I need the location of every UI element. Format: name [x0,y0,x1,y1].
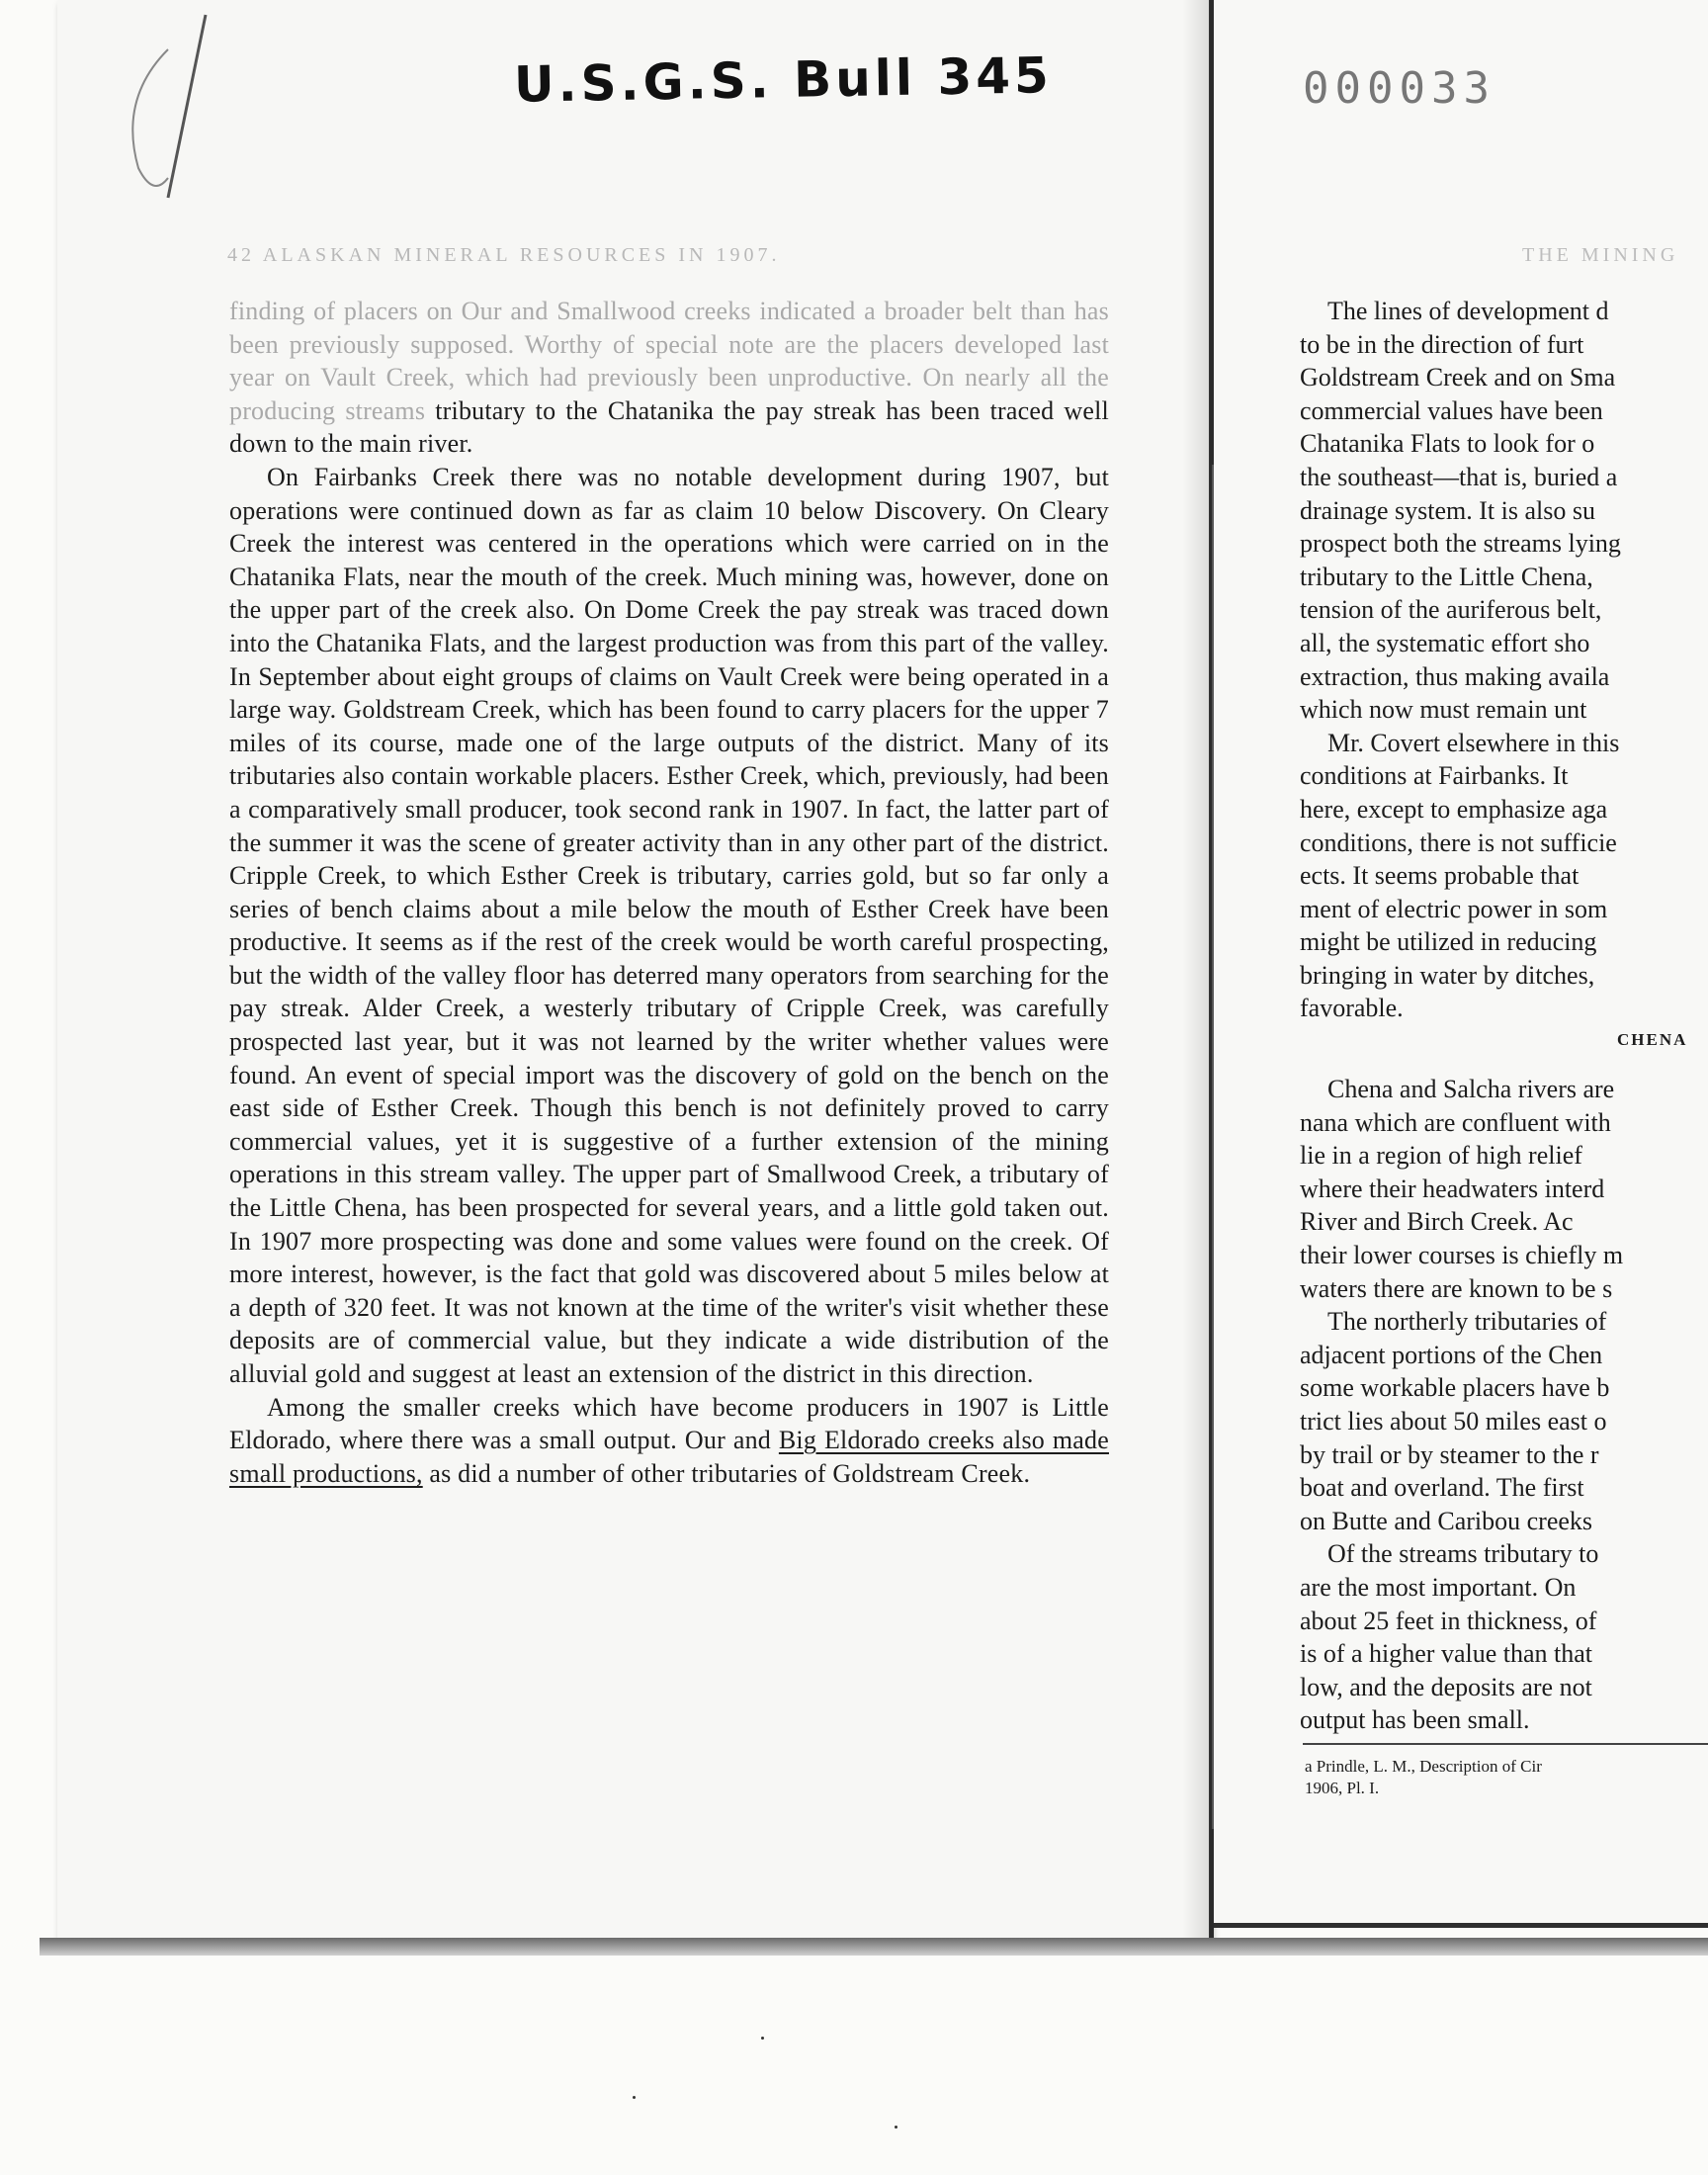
text-line: where their headwaters interd [1300,1174,1605,1203]
text-line: on Butte and Caribou creeks [1300,1506,1593,1535]
paragraph-smaller-creeks [229,1391,1109,1491]
page-bottom-edge [40,1938,1708,1956]
footnote [1305,1756,1708,1799]
text-line: Chatanika Flats to look for o [1300,429,1595,459]
text-line: extraction, thus making availa [1300,661,1610,691]
footnote-rule [1303,1743,1708,1745]
text-line: to be in the direction of furt [1300,329,1584,359]
pencil-stroke-mark [99,10,217,208]
text-line: conditions, there is not sufficie [1300,827,1617,857]
text-line: ects. It seems probable that [1300,861,1580,891]
text-line: which now must remain unt [1300,695,1587,725]
text-line: boat and overland. The first [1300,1473,1584,1503]
text-line: low, and the deposits are not [1300,1672,1592,1701]
paragraph-text: as did a number of other tributaries of Goldstream Creek. [422,1458,1031,1488]
text-line: lie in a region of high relief [1300,1141,1582,1171]
text-line: is of a higher value than that [1300,1639,1593,1669]
text-line: about 25 feet in thickness, of [1300,1606,1597,1635]
handwritten-underline: Big Eldorado creeks also made small productions, [229,1426,1109,1488]
text-line: adjacent portions of the Chen [1300,1340,1603,1369]
text-line: drainage system. It is also su [1300,495,1595,525]
section-heading-chena: CHENA [1617,1030,1688,1049]
text-line: Goldstream Creek and on Sma [1300,363,1616,392]
text-line: tension of the auriferous belt, [1300,595,1602,625]
paragraph-text: Among the smaller creeks which have become producers in 1907 is Little Eldorado, where there was a small output. Our and [229,1392,1109,1455]
right-running-head: THE MINING [1522,244,1679,266]
text-line: prospect both the streams lying [1300,529,1621,559]
document-stamp-number: 000033 [1303,63,1495,114]
text-line: River and Birch Creek. Ac [1300,1207,1574,1237]
text-line: The lines of development d [1327,297,1609,325]
footnote-line: 1906, Pl. I. [1305,1779,1380,1797]
text-line: nana which are confluent with [1300,1107,1611,1137]
text-line: output has been small. [1300,1705,1530,1735]
text-line: favorable. [1300,994,1404,1023]
text-line: some workable placers have b [1300,1373,1610,1403]
text-line: all, the systematic effort sho [1300,628,1590,657]
scan-speck [761,2037,764,2040]
faded-text: finding of placers on Our and Smallwood creeks indicated a broader belt than has been previously supposed. Worthy of special note are the placers developed last year on Vault Creek, which had previously been unproductive. On nearly all the producing streams [229,297,1109,425]
text-line: the southeast—that is, buried a [1300,462,1618,491]
paragraph-fairbanks-creek: On Fairbanks Creek there was no notable development during 1907, but operations were continued down as far as claim 10 below Discovery. On Cleary Creek the interest was centered in the operations which were carried on in the Chatanika Flats, near the mouth of the creek. Much mining was, however, done on the upper part of the creek also. On Dome Creek the pay streak was traced down into the Chatanika Flats, and the largest production was from this part of the valley. In September about eight groups of claims on Vault Creek were being operated in a large way. Goldstream Creek, which has been found to carry placers for the upper 7 miles of its course, made one of the large outputs of the district. Many of its tributaries also contain workable placers. Esther Creek, which, previously, had been a comparatively small producer, took second rank in 1907. In fact, the latter part of the summer it was the scene of greater activity than in any other part of the district. Cripple Creek, to which Esther Creek is tributary, carries gold, but so far only a series of bench claims about a mile below the mouth of Esther Creek have been productive. It seems as if the rest of the creek would be worth careful prospecting, but the width of the valley floor has deterred many operators from searching for the pay streak. Alder Creek, a westerly tributary of Cripple Creek, was carefully prospected last year, but it was not learned by the writer whether values were found. An event of special import was the discovery of gold on the bench on the east side of Esther Creek. Though this bench is not definitely proved to carry commercial values, yet it is suggestive of a further extension of the mining operations in this stream valley. The upper part of Smallwood Creek, a tributary of the Little Chena, has been prospected for several years, and a little gold taken out. In 1907 more prospecting was done and some values were found on the creek. Of more interest, however, is the fact that gold was discovered about 5 miles below at a depth of 320 feet. It was not known at the time of the writer's visit whether these deposits are of commercial value, but they indicate a wide distribution of the alluvial gold and suggest at least an extension of the district in this direction. [229,462,1109,1388]
paragraph-text: tributary to the Chatanika the pay streak has been traced well down to the main river. [229,395,1109,459]
footnote-line: a Prindle, L. M., Description of Cir [1305,1757,1542,1776]
text-line: by trail or by steamer to the r [1300,1439,1599,1469]
right-page-body-lower [1300,1073,1708,1737]
scan-speck [633,2096,636,2099]
text-line: Of the streams tributary to [1327,1539,1599,1569]
right-page-body-upper [1300,295,1708,1025]
text-line: ment of electric power in som [1300,894,1608,923]
text-line: commercial values have been [1300,395,1603,425]
scan-speck [895,2126,897,2129]
text-line: here, except to emphasize aga [1300,794,1608,824]
text-line: conditions at Fairbanks. It [1300,761,1569,791]
text-line: trict lies about 50 miles east o [1300,1406,1607,1436]
gutter-shadow [1182,0,1212,1938]
text-line: tributary to the Little Chena, [1300,562,1593,591]
text-line: their lower courses is chiefly m [1300,1240,1624,1269]
text-line: bringing in water by ditches, [1300,960,1595,990]
text-line: are the most important. On [1300,1572,1577,1602]
text-line: might be utilized in reducing [1300,927,1597,957]
text-line: Mr. Covert elsewhere in this [1327,728,1620,757]
left-page-body [229,295,1109,1490]
text-line: The northerly tributaries of [1327,1307,1607,1337]
paragraph-continuation [229,295,1109,461]
handwritten-bulletin-reference: U.S.G.S. Bull 345 [513,46,1054,114]
margin-rule [1212,465,1214,1829]
text-line: Chena and Salcha rivers are [1327,1075,1615,1103]
text-line: waters there are known to be s [1300,1273,1613,1303]
left-running-head: 42 ALASKAN MINERAL RESOURCES IN 1907. [227,244,781,266]
